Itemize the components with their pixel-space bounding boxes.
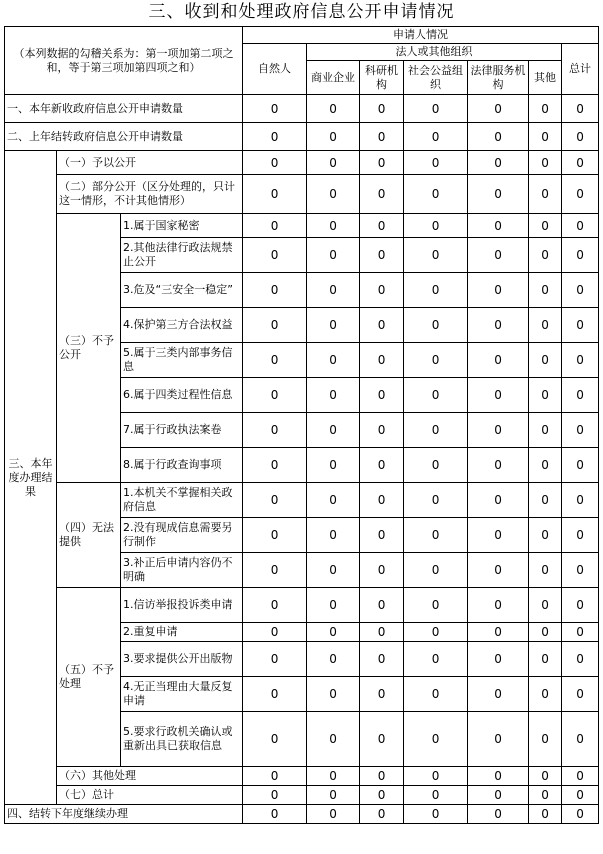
cell-value: 0 [360,483,404,518]
cell-value: 0 [468,413,529,448]
cell-value: 0 [529,413,562,448]
cell-value: 0 [360,123,404,151]
cell-value: 0 [243,786,307,805]
cell-value: 0 [404,413,468,448]
cell-value: 0 [529,238,562,273]
cell-value: 0 [404,238,468,273]
cell-value: 0 [468,767,529,786]
cell-value: 0 [360,308,404,343]
cell-value: 0 [404,448,468,483]
cell-value: 0 [562,343,599,378]
cell-value: 0 [307,518,360,553]
row-label: 6.属于四类过程性信息 [121,378,243,413]
cell-value: 0 [307,95,360,123]
table-row [5,767,599,786]
row-label: 1.本机关不掌握相关政府信息 [121,483,243,518]
cell-value: 0 [562,238,599,273]
row-label: 3.要求提供公开出版物 [121,642,243,677]
cell-value: 0 [529,642,562,677]
cell-value: 0 [404,712,468,767]
cell-value: 0 [307,214,360,238]
cell-value: 0 [468,642,529,677]
row-label: 四、结转下年度继续办理 [5,805,243,824]
cell-value: 0 [468,588,529,623]
cell-value: 0 [360,677,404,712]
cell-value: 0 [243,767,307,786]
cell-value: 0 [404,588,468,623]
cell-value: 0 [562,712,599,767]
cell-value: 0 [529,214,562,238]
cell-value: 0 [562,553,599,588]
application-status-table [4,26,599,824]
cell-value: 0 [243,588,307,623]
cell-value: 0 [404,483,468,518]
header-note: （本列数据的勾稽关系为：第一项加第二项之和，等于第三项加第四项之和） [5,27,243,95]
cell-value: 0 [404,273,468,308]
cell-value: 0 [468,308,529,343]
cell-value: 0 [307,378,360,413]
cell-value: 0 [529,123,562,151]
cell-value: 0 [307,588,360,623]
cell-value: 0 [243,308,307,343]
cell-value: 0 [307,413,360,448]
cell-value: 0 [360,95,404,123]
cell-value: 0 [243,623,307,642]
header-social: 社会公益组织 [404,61,468,95]
cell-value: 0 [307,151,360,175]
cell-value: 0 [468,123,529,151]
table-row [5,588,599,623]
cell-value: 0 [529,343,562,378]
section3-label: 三、本年度办理结果 [5,151,57,805]
cell-value: 0 [529,553,562,588]
page-title: 三、收到和处理政府信息公开申请情况 [148,2,455,22]
cell-value: 0 [243,238,307,273]
cell-value: 0 [360,448,404,483]
cell-value: 0 [529,805,562,824]
cell-value: 0 [562,413,599,448]
cell-value: 0 [529,378,562,413]
cell-value: 0 [307,805,360,824]
cell-value: 0 [562,805,599,824]
cell-value: 0 [307,123,360,151]
cell-value: 0 [243,151,307,175]
header-legal-service: 法律服务机构 [468,61,529,95]
cell-value: 0 [404,553,468,588]
row-label: 4.无正当理由大量反复申请 [121,677,243,712]
cell-value: 0 [529,95,562,123]
cell-value: 0 [404,767,468,786]
header-natural-person: 自然人 [243,44,307,95]
cell-value: 0 [529,767,562,786]
row-label: （二）部分公开（区分处理的，只计这一情形，不计其他情形） [57,175,243,214]
cell-value: 0 [307,483,360,518]
cell-value: 0 [468,712,529,767]
cell-value: 0 [360,623,404,642]
cell-value: 0 [468,448,529,483]
cell-value: 0 [243,518,307,553]
row-label: 8.属于行政查询事项 [121,448,243,483]
cell-value: 0 [243,483,307,518]
cell-value: 0 [468,214,529,238]
table-row [5,483,599,518]
table-row [5,214,599,238]
group4-label: （四）无法提供 [57,483,121,588]
cell-value: 0 [243,448,307,483]
cell-value: 0 [307,642,360,677]
cell-value: 0 [562,214,599,238]
cell-value: 0 [562,623,599,642]
cell-value: 0 [307,175,360,214]
header-research: 科研机构 [360,61,404,95]
cell-value: 0 [404,786,468,805]
cell-value: 0 [307,677,360,712]
cell-value: 0 [360,805,404,824]
cell-value: 0 [360,378,404,413]
header-row-1 [5,27,599,44]
cell-value: 0 [360,238,404,273]
cell-value: 0 [529,448,562,483]
table-row [5,151,599,175]
cell-value: 0 [468,95,529,123]
cell-value: 0 [307,343,360,378]
cell-value: 0 [360,214,404,238]
cell-value: 0 [468,483,529,518]
cell-value: 0 [307,786,360,805]
cell-value: 0 [562,767,599,786]
cell-value: 0 [562,123,599,151]
cell-value: 0 [529,518,562,553]
cell-value: 0 [529,308,562,343]
cell-value: 0 [360,712,404,767]
cell-value: 0 [307,767,360,786]
cell-value: 0 [562,518,599,553]
row-label: 一、本年新收政府信息公开申请数量 [5,95,243,123]
cell-value: 0 [468,786,529,805]
cell-value: 0 [243,413,307,448]
row-label: 1.属于国家秘密 [121,214,243,238]
cell-value: 0 [404,175,468,214]
cell-value: 0 [529,588,562,623]
cell-value: 0 [243,175,307,214]
cell-value: 0 [307,308,360,343]
cell-value: 0 [404,95,468,123]
row-label: 3.危及“三安全一稳定” [121,273,243,308]
cell-value: 0 [360,175,404,214]
table-row [5,805,599,824]
cell-value: 0 [360,343,404,378]
cell-value: 0 [243,677,307,712]
cell-value: 0 [562,273,599,308]
cell-value: 0 [243,553,307,588]
cell-value: 0 [468,273,529,308]
cell-value: 0 [468,238,529,273]
cell-value: 0 [360,553,404,588]
table-row [5,123,599,151]
cell-value: 0 [468,805,529,824]
cell-value: 0 [243,123,307,151]
cell-value: 0 [468,175,529,214]
row-label: 4.保护第三方合法权益 [121,308,243,343]
cell-value: 0 [562,95,599,123]
row-label: 2.其他法律行政法规禁止公开 [121,238,243,273]
cell-value: 0 [360,413,404,448]
table-row [5,95,599,123]
cell-value: 0 [404,378,468,413]
row-label: 5.要求行政机关确认或重新出具已获取信息 [121,712,243,767]
cell-value: 0 [243,273,307,308]
cell-value: 0 [562,308,599,343]
cell-value: 0 [243,805,307,824]
cell-value: 0 [404,151,468,175]
cell-value: 0 [404,214,468,238]
group5-label: （五）不予处理 [57,588,121,767]
cell-value: 0 [307,238,360,273]
cell-value: 0 [529,273,562,308]
row-label: 3.补正后申请内容仍不明确 [121,553,243,588]
cell-value: 0 [307,273,360,308]
cell-value: 0 [404,623,468,642]
cell-value: 0 [307,712,360,767]
cell-value: 0 [468,151,529,175]
row-label: 7.属于行政执法案卷 [121,413,243,448]
cell-value: 0 [468,343,529,378]
cell-value: 0 [562,786,599,805]
cell-value: 0 [243,95,307,123]
cell-value: 0 [404,805,468,824]
header-commercial: 商业企业 [307,61,360,95]
cell-value: 0 [404,308,468,343]
cell-value: 0 [307,553,360,588]
cell-value: 0 [360,767,404,786]
row-label: （七）总计 [57,786,243,805]
cell-value: 0 [404,518,468,553]
cell-value: 0 [562,151,599,175]
group3-label: （三）不予公开 [57,214,121,483]
cell-value: 0 [360,786,404,805]
cell-value: 0 [468,378,529,413]
table-row [5,175,599,214]
cell-value: 0 [243,642,307,677]
header-legal-group: 法人或其他组织 [307,44,562,61]
cell-value: 0 [562,483,599,518]
cell-value: 0 [529,151,562,175]
cell-value: 0 [529,712,562,767]
cell-value: 0 [529,483,562,518]
row-label: （六）其他处理 [57,767,243,786]
cell-value: 0 [468,553,529,588]
cell-value: 0 [404,123,468,151]
table-row [5,786,599,805]
cell-value: 0 [243,343,307,378]
cell-value: 0 [404,642,468,677]
cell-value: 0 [360,518,404,553]
cell-value: 0 [562,642,599,677]
cell-value: 0 [468,677,529,712]
cell-value: 0 [360,273,404,308]
cell-value: 0 [562,588,599,623]
row-label: 5.属于三类内部事务信息 [121,343,243,378]
cell-value: 0 [468,623,529,642]
header-total: 总计 [562,44,599,95]
cell-value: 0 [243,712,307,767]
cell-value: 0 [562,378,599,413]
cell-value: 0 [562,448,599,483]
cell-value: 0 [404,343,468,378]
cell-value: 0 [468,518,529,553]
cell-value: 0 [307,448,360,483]
header-applicant-info: 申请人情况 [243,27,599,44]
cell-value: 0 [360,588,404,623]
row-label: 1.信访举报投诉类申请 [121,588,243,623]
cell-value: 0 [243,214,307,238]
cell-value: 0 [529,175,562,214]
row-label: 2.没有现成信息需要另行制作 [121,518,243,553]
row-label: 2.重复申请 [121,623,243,642]
cell-value: 0 [307,623,360,642]
cell-value: 0 [529,623,562,642]
cell-value: 0 [529,677,562,712]
cell-value: 0 [562,175,599,214]
header-other: 其他 [529,61,562,95]
cell-value: 0 [243,378,307,413]
cell-value: 0 [404,677,468,712]
row-label: 二、上年结转政府信息公开申请数量 [5,123,243,151]
cell-value: 0 [360,151,404,175]
cell-value: 0 [360,642,404,677]
cell-value: 0 [529,786,562,805]
cell-value: 0 [562,677,599,712]
row-label: （一）予以公开 [57,151,243,175]
